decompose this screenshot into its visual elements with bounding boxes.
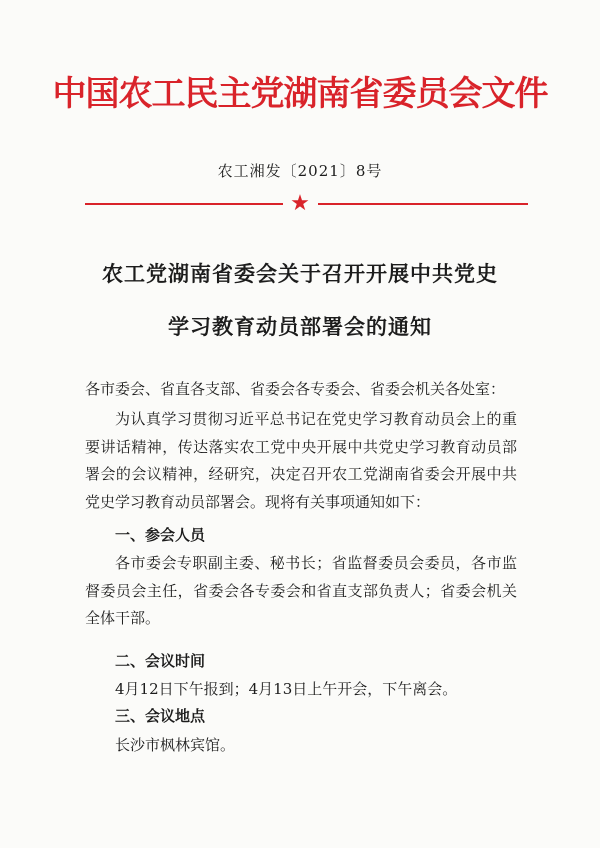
section-body-time: 4月12日下午报到；4月13日上午开会，下午离会。 [115,680,458,698]
document-number: 农工湘发〔2021〕8号 [217,162,383,180]
notice-title-line1: 农工党湖南省委会关于召开开展中共党史 [102,261,498,286]
section-heading-time: 二、会议时间 [115,652,206,670]
red-star-icon: ★ [290,191,310,216]
intro-paragraph: 为认真学习贯彻习近平总书记在党史学习教育动员会上的重要讲话精神，传达落实农工党中央开展中共党史学习教育动员部署会的会议精神，经研究，决定召开农工党湖南省委会开展中共党史学习教育动员部署会。现将有关事项通知如下： [85,410,517,511]
section-heading-attendees: 一、参会人员 [115,526,206,544]
section-heading-venue: 三、会议地点 [115,707,206,725]
masthead-title: 中国农工民主党湖南省委员会文件 [52,74,548,114]
notice-title-line2: 学习教育动员部署会的通知 [168,314,432,339]
red-divider-right [318,203,528,205]
section-body-attendees: 各市委会专职副主委、秘书长；省监督委员会委员，各市监督委员会主任，省委会各专委会和省直支部负责人；省委会机关全体干部。 [85,554,517,627]
salutation: 各市委会、省直各支部、省委会各专委会、省委会机关各处室： [85,380,506,398]
section-body-venue: 长沙市枫林宾馆。 [115,736,236,754]
red-divider-left [85,203,283,205]
